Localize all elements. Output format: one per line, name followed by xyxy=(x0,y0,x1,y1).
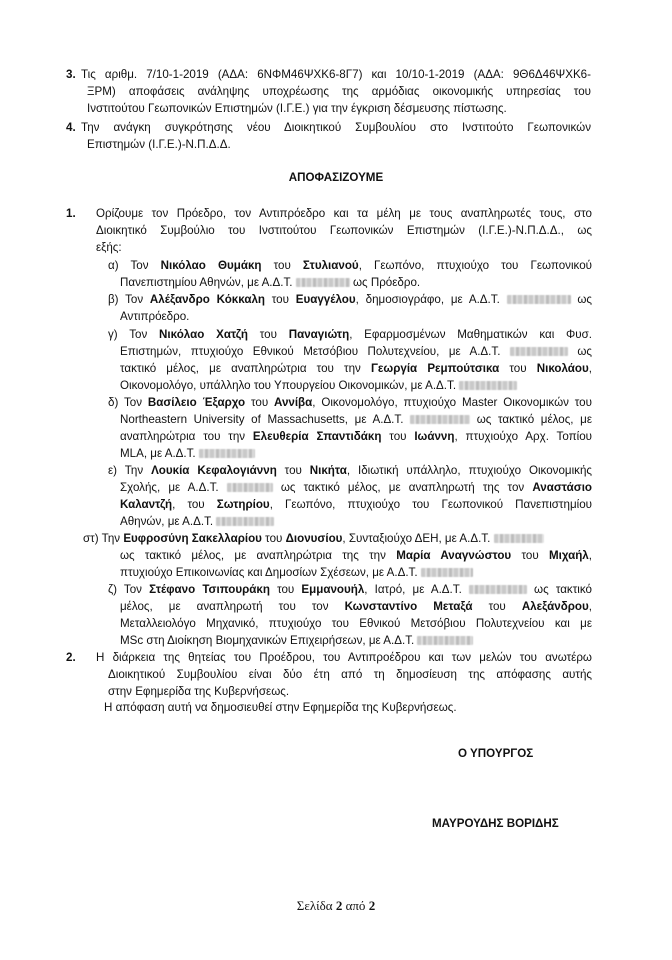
member-z-cont xyxy=(120,598,592,650)
member-d-line-3 xyxy=(120,428,592,445)
member-name: Λουκία Κεφαλογιάννη xyxy=(151,464,277,477)
member-text: , Ιδιωτική υπάλληλο, πτυχιούχο Οικονομικής xyxy=(346,464,592,477)
footer-total-pages: 2 xyxy=(368,898,376,913)
decision-2-line: στην Εφημερίδα της Κυβερνήσεως. xyxy=(108,685,290,699)
decision-2-line: Διοικητικού Συμβουλίου είναι δύο έτη από τη δημοσίευση της απόφασης αυτής xyxy=(108,668,592,681)
member-b xyxy=(108,291,592,308)
member-label: δ) Τον xyxy=(108,396,148,409)
member-b-line-1 xyxy=(108,291,592,308)
footer-page-word: Σελίδα xyxy=(296,898,333,913)
member-text: , πτυχιούχο Αρχ. Τοπίου xyxy=(454,430,592,444)
member-text: Οικονομολόγο, υπάλληλο του Υπουργείου Οικονομικών, με Α.Δ.Τ. xyxy=(120,379,460,393)
page-footer xyxy=(0,897,672,914)
decision-1-number: 1. xyxy=(66,207,76,220)
redacted-id xyxy=(216,517,274,526)
member-name: Αλέξανδρο Κόκκαλη xyxy=(149,293,265,306)
member-text: , Οικονομολόγο, πτυχιούχο Master Οικονομικών του xyxy=(312,396,592,409)
redacted-id xyxy=(227,483,273,492)
member-b-cont xyxy=(120,308,592,325)
item-4-line: Την ανάγκη συγκρότησης νέου Διοικητικού Συμβουλίου στο Ινστιτούτο Γεωπονικών xyxy=(81,121,591,134)
member-text: του xyxy=(499,362,537,376)
member-text: ως τακτικό μέλος, με αναπληρωτή της τον xyxy=(272,481,533,494)
redacted-id xyxy=(494,534,544,543)
decision-1-intro xyxy=(96,205,592,257)
member-d-cont xyxy=(120,411,592,463)
decision-2-cont xyxy=(108,666,592,700)
decision-2-line: Η διάρκεια της θητείας του Προέδρου, του Αντιπροέδρου και των μελών του ανωτέρω xyxy=(96,651,592,664)
member-text: , Ιατρό, με Α.Δ.Τ. xyxy=(364,583,469,596)
member-name: Νικόλαο Θυμάκη xyxy=(160,259,262,272)
member-e xyxy=(108,462,592,479)
redacted-id xyxy=(421,568,473,577)
member-text: πτυχιούχο Επικοινωνίας και Δημοσίων Σχέσεων, με Α.Δ.Τ. xyxy=(120,566,421,580)
signature-role: Ο ΥΠΟΥΡΓΟΣ xyxy=(458,747,534,760)
member-text: , του xyxy=(172,498,217,512)
member-c-cont xyxy=(120,343,592,395)
alternate-father: Σωτηρίου xyxy=(216,498,270,512)
item-3-line: Τις αριθμ. 7/10-1-2019 (ΑΔΑ: 6ΝΦΜ46ΨΧΚ6-8Γ7) και 10/10-1-2019 (ΑΔΑ: 9Θ6Δ46ΨΧΚ6- xyxy=(81,68,591,81)
decision-heading: ΑΠΟΦΑΣΙΖΟΥΜΕ xyxy=(288,171,384,184)
member-text: του xyxy=(276,464,310,477)
member-name: Ευφροσύνη Σακελλαρίου xyxy=(123,532,262,545)
decision-2-publication: Η απόφαση αυτή να δημοσιευθεί στην Εφημερίδα της Κυβερνήσεως. xyxy=(104,701,457,714)
alternate-father: Αλεξάνδρου xyxy=(521,600,589,613)
member-c-line-3 xyxy=(120,360,592,377)
member-d-line-2 xyxy=(120,411,592,428)
member-text: ως xyxy=(567,345,592,358)
member-text: του xyxy=(247,328,289,341)
member-text: , xyxy=(588,549,592,562)
decision-2-number: 2. xyxy=(66,651,76,664)
alternate-name: Ελευθερία Σπαντιδάκη xyxy=(252,430,382,444)
member-text: του xyxy=(269,583,302,596)
redacted-id xyxy=(417,636,473,645)
member-c-line-2 xyxy=(120,343,592,360)
member-c-line-1 xyxy=(108,326,592,343)
member-c-line-4 xyxy=(120,377,592,394)
member-text: Επιστημών, πτυχιούχο Εθνικού Μετσόβιου Πολυτεχνείου, με Α.Δ.Τ. xyxy=(120,345,510,358)
member-text: , Γεωπόνο, πτυχιούχο του Γεωπονικού Πανεπιστημίου xyxy=(269,498,592,512)
alternate-name: Γεωργία Ρεμπούτσικα xyxy=(370,362,500,376)
member-st-cont xyxy=(120,547,592,581)
member-father: Νικήτα xyxy=(309,464,347,477)
decision-1-line: Διοικητικό Συμβούλιο του Ινστιτούτου Γεωπονικών Επιστημών (Ι.Γ.Ε.)-Ν.Π.Δ.Δ., ως xyxy=(96,224,592,238)
redacted-id xyxy=(459,381,517,390)
member-text: αναπληρώτρια του την xyxy=(120,430,253,444)
member-e-line-3 xyxy=(120,496,592,513)
member-z xyxy=(108,581,592,598)
member-father: Παναγιώτη xyxy=(288,328,350,341)
alternate-name: Κωνσταντίνο Μεταξά xyxy=(344,600,473,613)
member-a xyxy=(108,257,592,274)
alternate-name: Μαρία Αναγνώστου xyxy=(396,549,512,562)
member-z-line-1 xyxy=(108,581,592,598)
member-text: , xyxy=(588,600,592,613)
member-e-line-1 xyxy=(108,462,592,479)
alternate-father: Μιχαήλ xyxy=(548,549,589,562)
alternate-name: Καλαντζή xyxy=(120,498,173,512)
footer-of-word: από xyxy=(345,898,366,913)
member-name: Νικόλαο Χατζή xyxy=(159,328,248,341)
member-text: ως τακτικό xyxy=(526,583,592,596)
alternate-father: Νικολάου xyxy=(536,362,589,376)
member-father: Στυλιανού xyxy=(302,259,359,272)
member-e-line-2 xyxy=(120,479,592,496)
decision-1-line: Ορίζουμε τον Πρόεδρο, τον Αντιπρόεδρο και τα μέλη με τους αναπληρωτές τους, στο xyxy=(96,207,592,220)
member-text: Σχολής, με Α.Δ.Τ. xyxy=(120,481,227,494)
member-label: ζ) Τον xyxy=(108,583,150,596)
member-d xyxy=(108,394,592,411)
preamble-item-3 xyxy=(81,66,591,83)
member-text: Αθηνών, με Α.Δ.Τ. xyxy=(120,515,217,529)
redacted-id xyxy=(199,449,255,458)
alternate-father: Ιωάννη xyxy=(414,430,455,444)
footer-page-number: 2 xyxy=(335,898,343,913)
member-z-line-3: Μεταλλειολόγο Μηχανικό, πτυχιούχο του Εθνικού Μετσόβιου Πολυτεχνείου και με xyxy=(120,617,592,631)
member-label: α) Τον xyxy=(108,259,161,272)
member-e-cont xyxy=(120,479,592,531)
member-text: ως τακτικό μέλος, με αναπληρώτρια της την xyxy=(120,549,397,562)
member-text: , δημοσιογράφο, με Α.Δ.Τ. xyxy=(355,293,507,306)
member-text: τακτικό μέλος, με αναπληρώτρια του την xyxy=(120,362,371,376)
member-father: Αννίβα xyxy=(274,396,313,409)
member-father: Εμμανουήλ xyxy=(301,583,365,596)
preamble-item-4-cont xyxy=(87,136,591,153)
member-name: Στέφανο Τσιπουράκη xyxy=(149,583,270,596)
member-text: του xyxy=(245,396,274,409)
member-label: γ) Τον xyxy=(108,328,160,341)
member-z-line-4 xyxy=(120,632,592,649)
member-text: του xyxy=(381,430,415,444)
item-3-line: ΞΡΜ) αποφάσεις ανάληψης υποχρέωσης της αρμόδιας οικονομικής υπηρεσίας του xyxy=(87,85,591,98)
redacted-id xyxy=(410,415,470,424)
member-name: Βασίλειο Έξαρχο xyxy=(147,396,246,409)
signature-name: ΜΑΥΡΟΥΔΗΣ ΒΟΡΙΔΗΣ xyxy=(432,817,559,830)
redacted-id xyxy=(510,347,568,356)
member-st-line-2 xyxy=(120,547,592,564)
member-c xyxy=(108,326,592,343)
item-4-line: Επιστημών (Ι.Γ.Ε.)-Ν.Π.Δ.Δ. xyxy=(87,138,231,151)
decision-1-line: εξής: xyxy=(96,241,122,255)
item-4-number: 4. xyxy=(66,121,76,134)
preamble-item-4 xyxy=(81,119,591,136)
member-father: Ευαγγέλου xyxy=(295,293,356,306)
member-d-line-1 xyxy=(108,394,592,411)
member-text: Αντιπρόεδρο. xyxy=(120,310,190,323)
item-3-number: 3. xyxy=(66,68,76,81)
preamble-item-3-cont xyxy=(87,83,591,117)
member-text: του xyxy=(265,293,296,306)
member-text: MLA, με Α.Δ.Τ. xyxy=(120,447,199,461)
member-text: Northeastern University of Massachusetts, με Α.Δ.Τ. xyxy=(120,413,411,426)
member-text: του xyxy=(261,259,303,272)
item-3-line: Ινστιτούτου Γεωπονικών Επιστημών (Ι.Γ.Ε.) για την έγκριση δέσμευσης πίστωσης. xyxy=(87,102,507,116)
member-text: του xyxy=(261,532,286,545)
member-text: του xyxy=(472,600,522,613)
member-a-line-1 xyxy=(108,257,592,274)
member-d-line-4 xyxy=(120,445,592,462)
member-father: Διονυσίου xyxy=(285,532,343,545)
member-text: ως Πρόεδρο. xyxy=(349,276,421,289)
member-st-line-1 xyxy=(83,530,592,547)
member-text: , xyxy=(588,362,592,376)
member-text: ως τακτικό μέλος, με xyxy=(470,413,592,426)
member-label: β) Τον xyxy=(108,293,150,306)
member-text: , Συνταξιούχο ΔΕΗ, με Α.Δ.Τ. xyxy=(342,532,494,545)
member-e-line-4 xyxy=(120,513,592,530)
member-text: του xyxy=(511,549,549,562)
redacted-id xyxy=(507,295,571,304)
member-label: στ) Την xyxy=(83,532,124,545)
alternate-name: Αναστάσιο xyxy=(532,481,593,494)
member-text: MSc στη Διοίκηση Βιομηχανικών Επιχειρήσεων, με Α.Δ.Τ. xyxy=(120,634,418,648)
decision-2-text xyxy=(96,649,592,666)
member-text: , Γεωπόνο, πτυχιούχο του Γεωπονικού xyxy=(358,259,592,272)
redacted-id xyxy=(296,278,350,287)
member-text: Πανεπιστημίου Αθηνών, με Α.Δ.Τ. xyxy=(120,276,296,289)
member-text: μέλος, με αναπληρωτή του τον xyxy=(120,600,345,613)
redacted-id xyxy=(469,585,527,594)
member-st-line-3 xyxy=(120,564,592,581)
member-z-line-2 xyxy=(120,598,592,615)
member-label: ε) Την xyxy=(108,464,152,477)
member-text: ως xyxy=(570,293,592,306)
member-a-cont xyxy=(120,274,592,291)
member-text: , Εφαρμοσμένων Μαθηματικών και Φυσ. xyxy=(349,328,592,341)
member-st xyxy=(83,530,592,547)
